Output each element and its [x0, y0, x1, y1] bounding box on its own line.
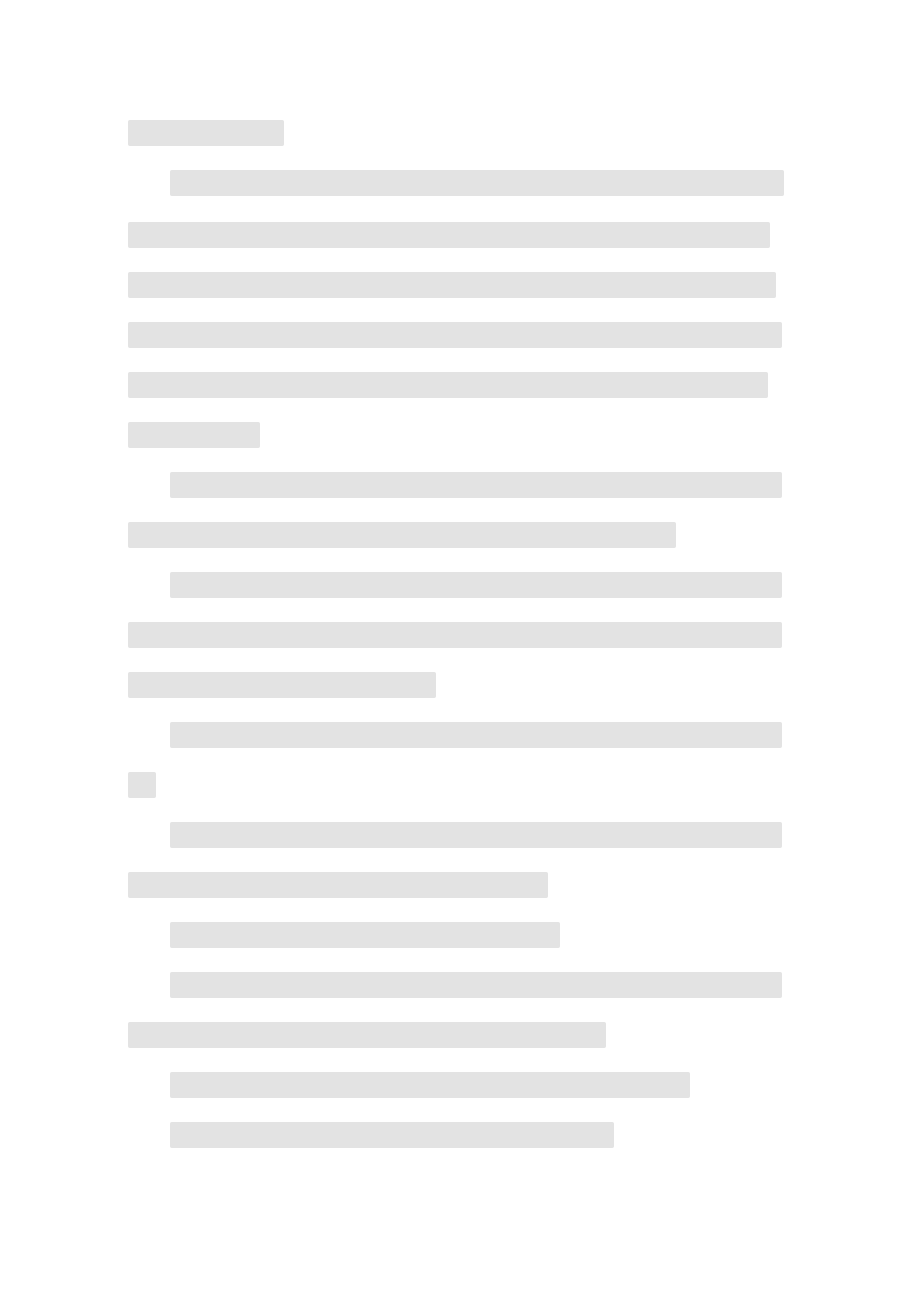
paragraph-intro-line [128, 372, 768, 398]
paragraph-item-6-line [128, 1022, 606, 1048]
paragraph-item-1-line [128, 522, 676, 548]
paragraph-item-3-line [170, 722, 782, 748]
paragraph-item-2-line [170, 572, 782, 598]
paragraph-item-7-line [170, 1072, 690, 1098]
paragraph-item-8-line [170, 1122, 614, 1148]
paragraph-item-3-line [128, 772, 156, 798]
paragraph-item-2-line [128, 672, 436, 698]
paragraph-intro-line [128, 422, 260, 448]
paragraph-intro-line [170, 170, 784, 196]
paragraph-intro-line [128, 222, 770, 248]
paragraph-item-4-line [128, 872, 548, 898]
paragraph-item-1-line [170, 472, 782, 498]
paragraph-intro-line [128, 322, 782, 348]
paragraph-item-4-line [170, 822, 782, 848]
paragraph-item-6-line [170, 972, 782, 998]
paragraph-intro-line [128, 272, 776, 298]
paragraph-item-2-line [128, 622, 782, 648]
paragraph-item-5-line [170, 922, 560, 948]
salutation-line [128, 120, 284, 146]
